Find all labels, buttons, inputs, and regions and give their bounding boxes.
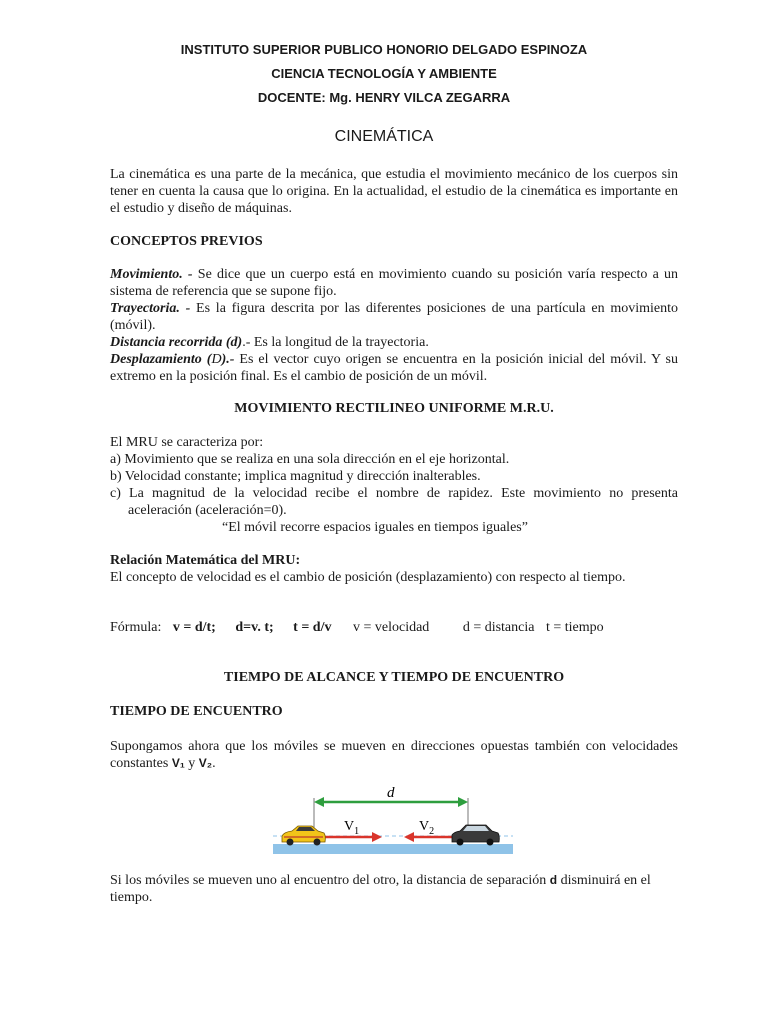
distance-label: d: [387, 785, 395, 801]
mru-quote: “El móvil recorre espacios iguales en tiempos iguales”: [222, 520, 528, 535]
symbol-desplazamiento: D: [211, 352, 222, 367]
mru-item-c-cont: aceleración (aceleración=0).: [128, 503, 287, 518]
relation-text: El concepto de velocidad es el cambio de posición (desplazamiento) con respecto al tiempo.: [110, 570, 626, 585]
institute-name: INSTITUTO SUPERIOR PUBLICO HONORIO DELGADO ESPINOZA: [180, 42, 588, 57]
car-2-icon: [452, 825, 499, 846]
encuentro-text-dot: .: [212, 756, 216, 771]
conclusion-text-a: Si los móviles se mueven uno al encuentro del otro, la distancia de separación: [110, 873, 550, 888]
mru-heading: MOVIMIENTO RECTILINEO UNIFORME M.R.U.: [234, 401, 554, 416]
relation-heading: Relación Matemática del MRU:: [110, 553, 301, 568]
formula-velocity: v = d/t;: [172, 620, 216, 635]
term-desplazamiento: Desplazamiento (: [110, 352, 212, 367]
v2-symbol: V₂: [198, 756, 213, 770]
legend-velocity: v = velocidad: [352, 620, 430, 635]
concept-trayectoria: [110, 300, 678, 334]
term-trayectoria: Trayectoria. -: [110, 301, 191, 316]
term-desplazamiento-end: ).-: [221, 352, 235, 367]
term-movimiento: Movimiento. -: [110, 267, 193, 282]
conclusion-d-symbol: d: [549, 873, 558, 887]
def-distancia: .- Es la longitud de la trayectoria.: [242, 335, 429, 350]
encuentro-heading: TIEMPO DE ENCUENTRO: [110, 704, 283, 719]
v2-arrowhead: [404, 832, 414, 842]
distance-arrowhead-right: [458, 797, 468, 807]
v1-arrowhead: [372, 832, 382, 842]
concept-distancia: [110, 334, 678, 351]
legend-distance: d = distancia: [462, 620, 535, 635]
alcance-heading: TIEMPO DE ALCANCE Y TIEMPO DE ENCUENTRO: [223, 670, 565, 685]
concepts-list: [110, 266, 678, 385]
concepts-heading: CONCEPTOS PREVIOS: [110, 234, 263, 249]
encuentro-conclusion: [110, 872, 678, 906]
encuentro-text-and: y: [184, 756, 199, 771]
encounter-diagram: [268, 778, 518, 858]
formula-label: Fórmula:: [110, 620, 162, 635]
intro-paragraph: La cinemática es una parte de la mecánica, que estudia el movimiento mecánico de los cuerpos sin tener en cuenta la causa que lo origina. En la actualidad, el estudio de la cinemática es importante en el estudio y diseño de máquinas.: [110, 167, 678, 216]
page-title: CINEMÁTICA: [334, 128, 434, 145]
mru-item-b: b) Velocidad constante; implica magnitud y dirección inalterables.: [110, 469, 481, 484]
teacher-name: DOCENTE: Mg. HENRY VILCA ZEGARRA: [257, 90, 511, 105]
distance-arrowhead-left: [314, 797, 324, 807]
v2-label: $V_2$: [419, 819, 435, 837]
encuentro-paragraph: [110, 738, 678, 772]
def-desplazamiento: Es el vector cuyo origen se encuentra en la posición inicial del móvil. Y su extremo en la posición final. Es el cambio de posición de un móvil.: [110, 352, 678, 384]
mru-item-a: a) Movimiento que se realiza en una sola dirección en el eje horizontal.: [110, 452, 510, 467]
legend-time: t = tiempo: [545, 620, 604, 635]
v1-label: $V_1$: [344, 819, 360, 837]
car-1-icon: [282, 826, 325, 846]
encuentro-text-1: Supongamos ahora que los móviles se mueven en direcciones opuestas también con velocidades constantes: [110, 739, 678, 771]
formula-distance: d=v. t;: [235, 620, 274, 635]
mru-characteristics: [110, 434, 678, 536]
mru-intro: El MRU se caracteriza por:: [110, 435, 264, 450]
v1-symbol: V₁: [171, 756, 185, 770]
road: [273, 844, 513, 854]
concept-desplazamiento: [110, 351, 678, 385]
mru-item-c: c) La magnitud de la velocidad recibe el nombre de rapidez. Este movimiento no presenta: [110, 486, 678, 501]
term-distancia: Distancia recorrida (d): [110, 335, 243, 350]
formula-line: [110, 619, 678, 636]
concept-movimiento: [110, 266, 678, 300]
relation-section: [110, 552, 678, 586]
def-movimiento: Se dice que un cuerpo está en movimiento cuando su posición varía respecto a un sistema de referencia que se supone fijo.: [110, 267, 678, 299]
def-trayectoria: Es la figura descrita por las diferentes posiciones de una partícula en movimiento (móvil).: [110, 301, 678, 333]
formula-time: t = d/v: [293, 620, 332, 635]
conclusion-text-b: disminuirá en el tiempo.: [110, 873, 651, 905]
course-name: CIENCIA TECNOLOGÍA Y AMBIENTE: [271, 66, 497, 81]
